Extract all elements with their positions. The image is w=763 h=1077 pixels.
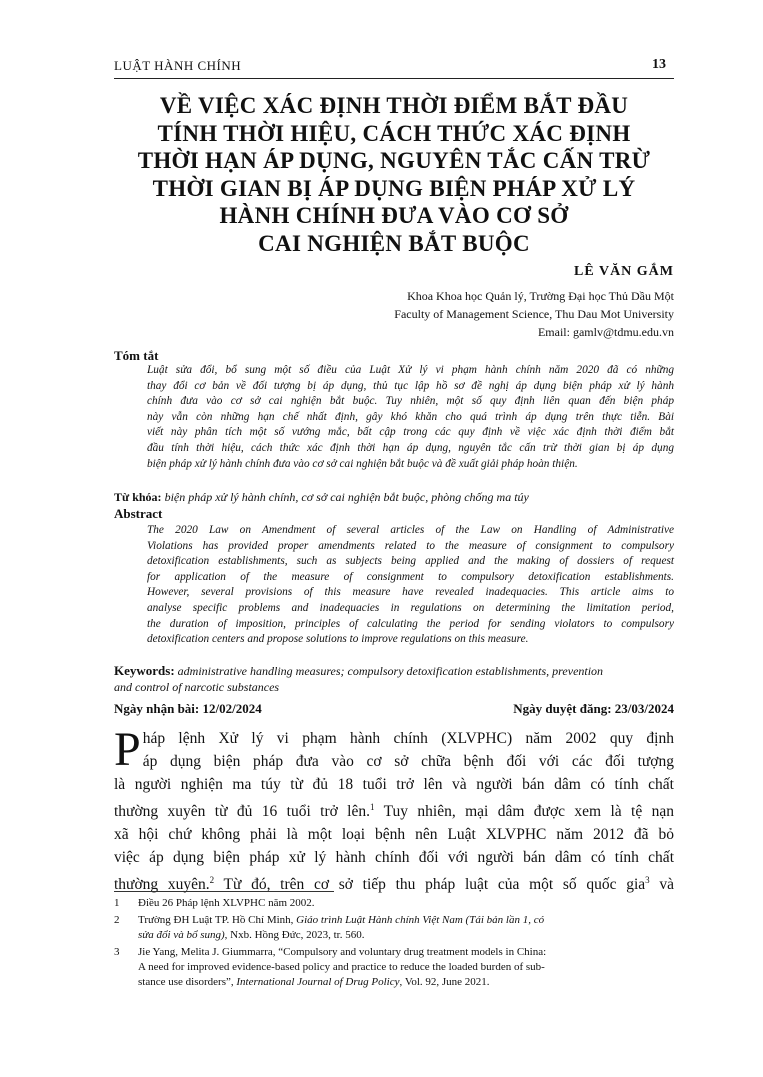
body-line: háp lệnh Xử lý vi phạm hành chính (XLVPHC) năm 2002 quy định — [142, 730, 674, 747]
footnote-ref-1[interactable]: 1 — [370, 802, 375, 812]
body-text-segment: thường xuyên. — [114, 876, 210, 894]
summary-label: Tóm tắt — [114, 348, 159, 363]
keywords-vi-label: Từ khóa: — [114, 490, 162, 504]
footnote-text: stance use disorders”, — [138, 976, 237, 988]
abstract-line: for application of the measure of consignment to compulsory detoxification establishments. — [147, 570, 674, 583]
drop-cap: P — [114, 723, 141, 776]
title-line: THỜI HẠN ÁP DỤNG, NGUYÊN TẮC CẤN TRỪ — [137, 148, 651, 173]
author-email: Email: gamlv@tdmu.edu.vn — [537, 325, 674, 339]
summary-line: chính đưa vào cơ sở cai nghiện bắt buộc. Tuy nhiên, một số quy định liên quan đến biện pháp — [147, 395, 674, 408]
body-line — [114, 869, 674, 896]
keywords-en-text: administrative handling measures; compulsory detoxification establishments, prevention — [177, 664, 604, 678]
header-divider — [114, 78, 674, 79]
body-text-segment: Từ đó, trên cơ sở tiếp thu pháp luật của một số quốc gia — [214, 876, 646, 894]
footnote-book-title-cont: sửa đổi và bổ sung) — [138, 929, 225, 941]
body-line: xã hội chứ không phải là một loại bệnh nên Luật XLVPHC năm 2012 đã bỏ — [114, 826, 674, 844]
footnote-2 — [114, 913, 674, 943]
footnote-number: 1 — [114, 897, 120, 909]
footnote-ref-2[interactable]: 2 — [209, 875, 215, 886]
body-text-segment: và — [649, 876, 674, 894]
keywords-en-label: Keywords: — [114, 663, 175, 678]
keywords-en — [114, 663, 674, 695]
author-affiliation-vi: Khoa Khoa học Quản lý, Trường Đại học Thủ Dầu Một — [407, 289, 674, 303]
body-paragraph — [114, 723, 674, 896]
keywords-en-text-cont: and control of narcotic substances — [114, 680, 280, 694]
keywords-vi — [114, 489, 674, 505]
body-line: việc áp dụng biện pháp xử lý hành chính đối với người bán dâm có tính chất — [114, 849, 674, 867]
title-line: CAI NGHIỆN BẮT BUỘC — [258, 230, 530, 256]
title-line: HÀNH CHÍNH ĐƯA VÀO CƠ SỞ — [219, 203, 569, 228]
footnote-number: 2 — [114, 914, 120, 926]
page-number: 13 — [652, 57, 666, 72]
footnote-ref-3[interactable]: 3 — [645, 875, 650, 886]
footnote-book-title: Giáo trình Luật Hành chính Việt Nam (Tái bản lần 1, có — [296, 914, 545, 926]
footnote-number: 3 — [114, 946, 120, 958]
keywords-vi-text: biện pháp xử lý hành chính, cơ sở cai nghiện bắt buộc, phòng chống ma túy — [164, 490, 529, 504]
article-dates — [114, 701, 674, 717]
title-line: THỜI GIAN BỊ ÁP DỤNG BIỆN PHÁP XỬ LÝ — [152, 175, 636, 201]
footnote-text: Trường ĐH Luật TP. Hồ Chí Minh, — [138, 914, 297, 926]
body-line — [114, 796, 674, 823]
article-title — [114, 92, 674, 257]
summary-line: đầu tính thời hiệu, cách thức xác định thời hạn áp dụng, nguyên tắc cấn trừ thời gian bị áp dụng — [147, 441, 674, 454]
footnote-text: Điều 26 Pháp lệnh XLVPHC năm 2002. — [138, 897, 315, 909]
abstract-line: Violations has provided proper amendments related to the measure of consignment to compulsory — [147, 539, 674, 552]
body-text-segment: Tuy nhiên, mại dâm được xem là tệ nạn — [374, 803, 674, 821]
summary-line: này vẫn còn những hạn chế nhất định, gây khó khăn cho quá trình áp dụng trên thực tiễn. Bài — [147, 410, 674, 423]
footnote-journal: International Journal of Drug Policy — [236, 976, 400, 988]
abstract-line: detoxification centers and propose solutions to improve regulations on this measure. — [147, 633, 529, 646]
footnote-divider — [114, 891, 334, 892]
abstract-line: analyse specific problems and inadequacies in regulations on determining the limitation period, — [147, 601, 674, 614]
abstract-line: However, several provisions of this measure have revealed inadequacies. This article aims to — [147, 586, 674, 599]
summary-line: thay đổi cơ bản về đối tượng bị áp dụng, thủ tục lập hồ sơ đề nghị áp dụng biện pháp xử lý hành — [147, 379, 674, 392]
running-header-section: LUẬT HÀNH CHÍNH — [114, 58, 242, 73]
body-text-segment: thường xuyên từ đủ 16 tuổi trở lên. — [114, 803, 370, 821]
footnote-text: , Vol. 92, June 2021. — [399, 976, 490, 988]
received-date: Ngày nhận bài: 12/02/2024 — [114, 701, 262, 716]
title-line: VỀ VIỆC XÁC ĐỊNH THỜI ĐIỂM BẮT ĐẦU — [159, 93, 629, 118]
footnote-text: , Nxb. Hồng Đức, 2023, tr. 560. — [224, 929, 365, 941]
summary-line: Luật sửa đổi, bổ sung một số điều của Luật Xử lý vi phạm hành chính năm 2020 đã có những — [147, 364, 674, 376]
title-line: TÍNH THỜI HIỆU, CÁCH THỨC XÁC ĐỊNH — [157, 120, 631, 146]
footnote-1 — [114, 896, 674, 911]
footnote-text: Jie Yang, Melita J. Giummarra, “Compulsory and voluntary drug treatment models in China: — [138, 946, 547, 958]
author-name: LÊ VĂN GẮM — [574, 264, 674, 279]
footnote-text: A need for improved evidence-based policy and practice to reduce the loaded burden of sub- — [138, 961, 545, 973]
abstract-line: The 2020 Law on Amendment of several articles of the Law on Handling of Administrative — [147, 524, 674, 536]
abstract-line: the duration of imposition, principles of calculating the period for sending violators to compulsory — [147, 617, 674, 630]
summary-line: viết này phân tích một số vướng mắc, bất cập trong các quy định về việc xác định thời điểm bắt — [147, 426, 674, 439]
author-affiliation-en: Faculty of Management Science, Thu Dau Mot University — [394, 307, 674, 321]
summary-text — [147, 363, 674, 472]
abstract-text — [147, 523, 674, 648]
accepted-date: Ngày duyệt đăng: 23/03/2024 — [513, 701, 674, 716]
body-line: là người nghiện ma túy từ đủ 18 tuổi trở lên và người bán dâm có tính chất — [114, 776, 674, 793]
summary-line: biện pháp xử lý hành chính đưa vào cơ sở cai nghiện bắt buộc và đề xuất giải pháp hoàn thiện. — [147, 457, 578, 470]
abstract-label: Abstract — [114, 506, 163, 521]
body-line: áp dụng biện pháp đưa vào cơ sở chữa bệnh đối với các đối tượng — [142, 753, 674, 770]
abstract-line: detoxification establishments, such as subjects being applied and the making of dossiers of request — [147, 555, 674, 568]
footnote-3 — [114, 945, 674, 990]
